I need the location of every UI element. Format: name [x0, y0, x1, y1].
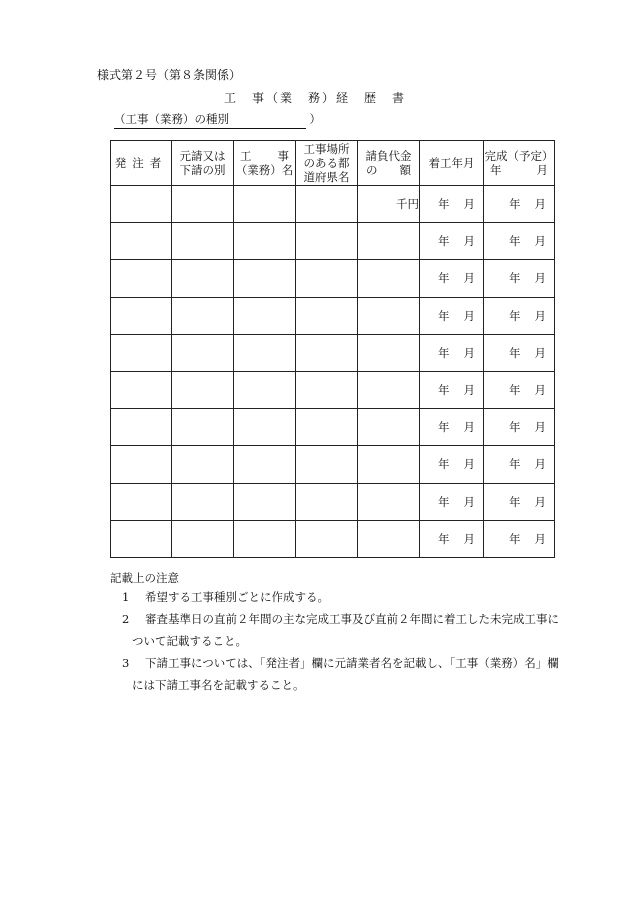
month-label: 月 [463, 197, 475, 212]
note-item-3 [122, 652, 568, 696]
completion-date-cell[interactable] [484, 520, 555, 557]
start-date-cell[interactable] [420, 409, 484, 446]
month-label: 月 [463, 345, 475, 360]
header-pref-line1: 工事場所 [303, 142, 350, 156]
start-date-cell[interactable] [420, 186, 484, 223]
year-label: 年 [509, 457, 521, 472]
amount-cell[interactable] [358, 223, 420, 260]
client-cell[interactable] [111, 260, 172, 297]
completion-date-cell[interactable] [484, 186, 555, 223]
header-start-date: 着工年月 [420, 141, 484, 186]
year-label: 年 [509, 197, 521, 212]
note-text: 下請工事については、「発注者」欄に元請業者名を記載し、「工事（業務）名」欄 [145, 656, 559, 670]
month-label: 月 [463, 457, 475, 472]
header-prefecture [296, 141, 358, 186]
header-contract-line2: 下請の別 [179, 163, 226, 177]
work-name-cell[interactable] [234, 260, 296, 297]
work-name-cell[interactable] [234, 186, 296, 223]
completion-date-cell[interactable] [484, 371, 555, 408]
month-label: 月 [463, 383, 475, 398]
client-cell[interactable] [111, 483, 172, 520]
month-label: 月 [534, 494, 546, 509]
note-number: 1 [122, 590, 130, 604]
header-pref-line2: のある都 [303, 156, 350, 170]
prefecture-cell[interactable] [296, 520, 358, 557]
contract-type-cell[interactable] [172, 223, 234, 260]
table-row [111, 483, 555, 520]
contract-type-cell[interactable] [172, 520, 234, 557]
work-name-cell[interactable] [234, 334, 296, 371]
month-label: 月 [463, 494, 475, 509]
year-label: 年 [438, 494, 450, 509]
work-history-table [110, 140, 555, 558]
prefecture-cell[interactable] [296, 334, 358, 371]
table-row [111, 297, 555, 334]
year-label: 年 [438, 197, 450, 212]
contract-type-cell[interactable] [172, 409, 234, 446]
year-label: 年 [438, 308, 450, 323]
year-label: 年 [438, 531, 450, 546]
month-label: 月 [534, 234, 546, 249]
table-row [111, 371, 555, 408]
header-contract-type [172, 141, 234, 186]
year-label: 年 [509, 420, 521, 435]
amount-cell[interactable] [358, 334, 420, 371]
year-label: 年 [509, 494, 521, 509]
year-label: 年 [438, 234, 450, 249]
amount-cell[interactable] [358, 483, 420, 520]
year-label: 年 [438, 457, 450, 472]
client-cell[interactable] [111, 186, 172, 223]
notes-title: 記載上の注意 [110, 571, 179, 585]
start-date-cell[interactable] [420, 520, 484, 557]
month-label: 月 [463, 271, 475, 286]
prefecture-cell[interactable] [296, 446, 358, 483]
start-date-cell[interactable] [420, 297, 484, 334]
work-type-field[interactable]: （工事（業務）の種別 ） [114, 111, 306, 129]
header-contract-line1: 元請又は [179, 149, 226, 163]
header-work-name [234, 141, 296, 186]
header-amount-line1: 請負代金 [365, 149, 412, 163]
header-contract-amount [358, 141, 420, 186]
start-date-cell[interactable] [420, 260, 484, 297]
note-item-1 [122, 586, 568, 608]
form-number-label: 様式第２号（第８条関係） [97, 68, 242, 82]
work-name-cell[interactable] [234, 223, 296, 260]
start-date-cell[interactable] [420, 483, 484, 520]
month-label: 月 [534, 383, 546, 398]
year-label: 年 [509, 531, 521, 546]
month-label: 月 [534, 308, 546, 323]
year-label: 年 [509, 345, 521, 360]
work-name-cell[interactable] [234, 483, 296, 520]
client-cell[interactable] [111, 371, 172, 408]
completion-date-cell[interactable] [484, 334, 555, 371]
start-date-cell[interactable] [420, 223, 484, 260]
client-cell[interactable] [111, 334, 172, 371]
table-row [111, 446, 555, 483]
month-label: 月 [463, 308, 475, 323]
month-label: 月 [534, 197, 546, 212]
year-label: 年 [438, 420, 450, 435]
amount-cell[interactable] [358, 297, 420, 334]
contract-type-cell[interactable] [172, 334, 234, 371]
prefecture-cell[interactable] [296, 297, 358, 334]
amount-cell[interactable] [358, 371, 420, 408]
work-name-cell[interactable] [234, 409, 296, 446]
completion-date-cell[interactable] [484, 297, 555, 334]
table-row [111, 520, 555, 557]
month-label: 月 [463, 234, 475, 249]
table-header-row [111, 141, 555, 186]
amount-cell[interactable] [358, 409, 420, 446]
note-text: 希望する工事種別ごとに作成する。 [145, 590, 329, 604]
contract-type-cell[interactable] [172, 186, 234, 223]
year-label: 年 [438, 345, 450, 360]
completion-date-cell[interactable] [484, 260, 555, 297]
header-amount-line2: の 額 [366, 163, 411, 177]
work-name-cell[interactable] [234, 297, 296, 334]
prefecture-cell[interactable] [296, 260, 358, 297]
header-name-line1: 工 事 [240, 149, 289, 163]
client-cell[interactable] [111, 297, 172, 334]
completion-date-cell[interactable] [484, 223, 555, 260]
client-cell[interactable] [111, 520, 172, 557]
prefecture-cell[interactable] [296, 483, 358, 520]
prefecture-cell[interactable] [296, 409, 358, 446]
note-item-2 [122, 608, 568, 652]
start-date-cell[interactable] [420, 334, 484, 371]
completion-date-cell[interactable] [484, 446, 555, 483]
table-row [111, 186, 555, 223]
month-label: 月 [534, 420, 546, 435]
table-row [111, 260, 555, 297]
contract-type-cell[interactable] [172, 446, 234, 483]
year-label: 年 [509, 271, 521, 286]
document-title: 工 事（業 務）経 歴 書 [223, 91, 406, 105]
completion-date-cell[interactable] [484, 483, 555, 520]
table-row [111, 334, 555, 371]
note-number: 3 [122, 656, 130, 670]
work-name-cell[interactable] [234, 446, 296, 483]
table-row [111, 409, 555, 446]
month-label: 月 [534, 531, 546, 546]
header-client: 発注者 [111, 141, 172, 186]
month-label: 月 [534, 457, 546, 472]
year-label: 年 [509, 308, 521, 323]
year-label: 年 [509, 383, 521, 398]
month-label: 月 [534, 271, 546, 286]
client-cell[interactable] [111, 223, 172, 260]
client-cell[interactable] [111, 409, 172, 446]
start-date-cell[interactable] [420, 371, 484, 408]
start-date-cell[interactable] [420, 446, 484, 483]
work-name-cell[interactable] [234, 371, 296, 408]
prefecture-cell[interactable] [296, 223, 358, 260]
completion-date-cell[interactable] [484, 409, 555, 446]
work-name-cell[interactable] [234, 520, 296, 557]
note-text-continued: には下請工事名を記載すること。 [132, 678, 305, 692]
header-finish-line2: 年 月 [490, 163, 548, 177]
table-row [111, 223, 555, 260]
header-completion-date [484, 141, 555, 186]
amount-cell[interactable] [358, 446, 420, 483]
amount-cell[interactable]: 千円 [358, 186, 420, 223]
month-label: 月 [463, 420, 475, 435]
amount-cell[interactable] [358, 520, 420, 557]
month-label: 月 [534, 345, 546, 360]
contract-type-cell[interactable] [172, 260, 234, 297]
header-name-line2: （業務）名 [235, 163, 294, 177]
note-text: 審査基準日の直前２年間の主な完成工事及び直前２年間に着工した未完成工事に [145, 612, 559, 626]
year-label: 年 [438, 383, 450, 398]
contract-type-cell[interactable] [172, 297, 234, 334]
header-pref-line3: 道府県名 [303, 170, 350, 184]
note-text-continued: ついて記載すること。 [132, 634, 247, 648]
month-label: 月 [463, 531, 475, 546]
contract-type-cell[interactable] [172, 371, 234, 408]
header-finish-line1: 完成（予定） [484, 149, 554, 163]
prefecture-cell[interactable] [296, 371, 358, 408]
contract-type-cell[interactable] [172, 483, 234, 520]
amount-cell[interactable] [358, 260, 420, 297]
year-label: 年 [509, 234, 521, 249]
prefecture-cell[interactable] [296, 186, 358, 223]
year-label: 年 [438, 271, 450, 286]
note-number: 2 [122, 612, 130, 626]
client-cell[interactable] [111, 446, 172, 483]
